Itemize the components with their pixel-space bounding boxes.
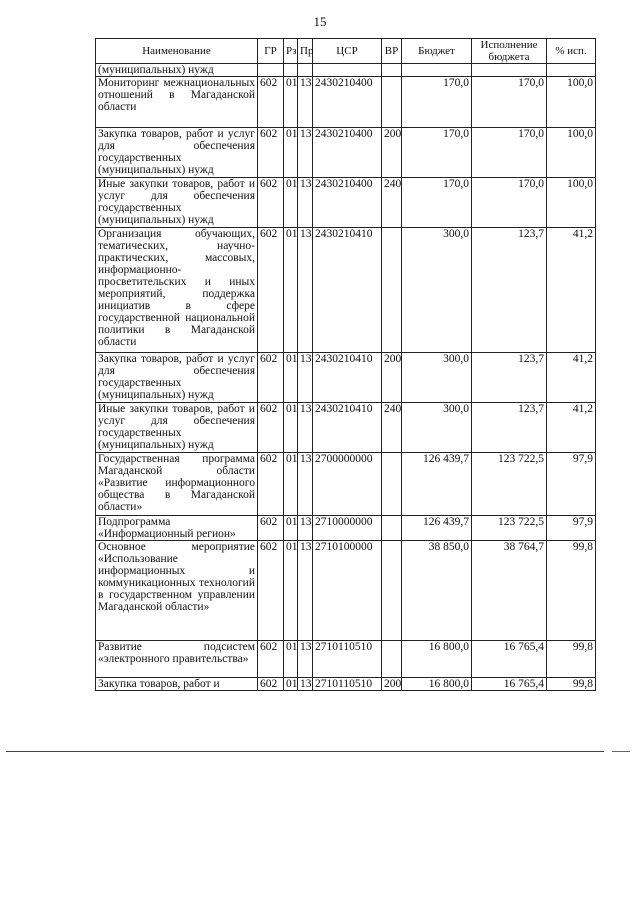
- cell-rz: 01: [284, 541, 298, 641]
- table-row: [96, 641, 596, 678]
- cell-csr: 2710110510: [313, 641, 382, 678]
- cell-vr: [382, 641, 402, 678]
- cell-budget: 170,0: [402, 77, 472, 128]
- cell-percent: 99,8: [547, 541, 596, 641]
- cell-percent: 99,8: [547, 641, 596, 678]
- cell-vr: 200: [382, 678, 402, 691]
- cell-name: Закупка товаров, работ и услуг для обеспечения государственных (муниципальных) нужд: [96, 128, 258, 178]
- cell-pr: 13: [298, 453, 313, 516]
- cell-pr: 13: [298, 178, 313, 228]
- cell-budget: 300,0: [402, 353, 472, 403]
- cell-rz: [284, 64, 298, 77]
- header-rz: Рз: [284, 39, 298, 64]
- cell-execution: 123,7: [472, 403, 547, 453]
- cell-gr: 602: [258, 178, 284, 228]
- header-gr: ГР: [258, 39, 284, 64]
- cell-name: Подпрограмма «Информационный регион»: [96, 516, 258, 541]
- cell-percent: [547, 64, 596, 77]
- cell-budget: 126 439,7: [402, 453, 472, 516]
- table-row: [96, 678, 596, 691]
- cell-percent: 41,2: [547, 228, 596, 353]
- cell-pr: 13: [298, 641, 313, 678]
- cell-execution: 123 722,5: [472, 453, 547, 516]
- budget-table: [95, 38, 596, 691]
- cell-budget: 16 800,0: [402, 641, 472, 678]
- cell-budget: 38 850,0: [402, 541, 472, 641]
- cell-percent: 100,0: [547, 128, 596, 178]
- cell-gr: 602: [258, 453, 284, 516]
- cell-budget: 300,0: [402, 228, 472, 353]
- cell-percent: 100,0: [547, 178, 596, 228]
- cell-name: Развитие подсистем «электронного правительства»: [96, 641, 258, 678]
- cell-pr: 13: [298, 77, 313, 128]
- cell-name: Закупка товаров, работ и: [96, 678, 258, 691]
- footer-divider-short: [612, 751, 630, 752]
- cell-csr: 2710000000: [313, 516, 382, 541]
- table-row: [96, 353, 596, 403]
- cell-name: Мониторинг межнациональных отношений в Магаданской области: [96, 77, 258, 128]
- cell-rz: 01: [284, 228, 298, 353]
- cell-csr: [313, 64, 382, 77]
- table-row: [96, 128, 596, 178]
- cell-execution: 38 764,7: [472, 541, 547, 641]
- cell-gr: 602: [258, 128, 284, 178]
- cell-gr: [258, 64, 284, 77]
- cell-vr: 240: [382, 178, 402, 228]
- cell-pr: 13: [298, 228, 313, 353]
- cell-pr: [298, 64, 313, 77]
- header-pr: Пр: [298, 39, 313, 64]
- cell-rz: 01: [284, 128, 298, 178]
- cell-rz: 01: [284, 453, 298, 516]
- cell-execution: 123 722,5: [472, 516, 547, 541]
- cell-execution: 16 765,4: [472, 678, 547, 691]
- cell-csr: 2430210410: [313, 403, 382, 453]
- cell-rz: 01: [284, 516, 298, 541]
- cell-vr: [382, 77, 402, 128]
- cell-vr: 200: [382, 128, 402, 178]
- cell-rz: 01: [284, 641, 298, 678]
- cell-name: Иные закупки товаров, работ и услуг для обеспечения государственных (муниципальных) нужд: [96, 178, 258, 228]
- cell-budget: 126 439,7: [402, 516, 472, 541]
- cell-pr: 13: [298, 516, 313, 541]
- cell-name: Основное мероприятие «Использование информационных и коммуникационных технологий в государственном управлении Магаданской области»: [96, 541, 258, 641]
- cell-percent: 100,0: [547, 77, 596, 128]
- table-row: [96, 178, 596, 228]
- table-row: [96, 77, 596, 128]
- cell-rz: 01: [284, 77, 298, 128]
- cell-budget: 170,0: [402, 128, 472, 178]
- cell-gr: 602: [258, 228, 284, 353]
- cell-execution: 123,7: [472, 353, 547, 403]
- cell-gr: 602: [258, 641, 284, 678]
- header-percent: % исп.: [547, 39, 596, 64]
- table-row: [96, 541, 596, 641]
- cell-rz: 01: [284, 353, 298, 403]
- cell-gr: 602: [258, 403, 284, 453]
- cell-csr: 2700000000: [313, 453, 382, 516]
- header-execution: Исполнение бюджета: [472, 39, 547, 64]
- page-number: 15: [313, 14, 327, 29]
- cell-execution: 16 765,4: [472, 641, 547, 678]
- table-row: [96, 403, 596, 453]
- cell-name: (муниципальных) нужд: [96, 64, 258, 77]
- cell-rz: 01: [284, 178, 298, 228]
- cell-rz: 01: [284, 403, 298, 453]
- cell-csr: 2430210410: [313, 228, 382, 353]
- cell-name: Государственная программа Магаданской области «Развитие информационного общества в Магаданской области»: [96, 453, 258, 516]
- cell-pr: 13: [298, 678, 313, 691]
- footer-divider: [6, 751, 604, 752]
- cell-percent: 41,2: [547, 403, 596, 453]
- cell-rz: 01: [284, 678, 298, 691]
- cell-vr: 200: [382, 353, 402, 403]
- cell-budget: 170,0: [402, 178, 472, 228]
- cell-name: Организация обучающих, тематических, научно-практических, массовых, информационно-просветительских и иных мероприятий, поддержка инициатив в сфере государственной национальной политики в Магаданской области: [96, 228, 258, 353]
- table-header-row: [96, 39, 596, 64]
- cell-vr: [382, 228, 402, 353]
- header-name: Наименование: [96, 39, 258, 64]
- cell-csr: 2710100000: [313, 541, 382, 641]
- cell-csr: 2430210400: [313, 128, 382, 178]
- cell-vr: [382, 64, 402, 77]
- table-row: [96, 64, 596, 77]
- cell-pr: 13: [298, 128, 313, 178]
- cell-gr: 602: [258, 77, 284, 128]
- cell-budget: [402, 64, 472, 77]
- cell-execution: [472, 64, 547, 77]
- table-row: [96, 453, 596, 516]
- cell-gr: 602: [258, 541, 284, 641]
- cell-pr: 13: [298, 403, 313, 453]
- cell-vr: [382, 453, 402, 516]
- cell-percent: 97,9: [547, 453, 596, 516]
- cell-percent: 99,8: [547, 678, 596, 691]
- cell-gr: 602: [258, 678, 284, 691]
- cell-execution: 170,0: [472, 77, 547, 128]
- cell-csr: 2430210410: [313, 353, 382, 403]
- header-budget: Бюджет: [402, 39, 472, 64]
- cell-name: Закупка товаров, работ и услуг для обеспечения государственных (муниципальных) нужд: [96, 353, 258, 403]
- cell-gr: 602: [258, 353, 284, 403]
- header-vr: ВР: [382, 39, 402, 64]
- table-row: [96, 228, 596, 353]
- cell-budget: 16 800,0: [402, 678, 472, 691]
- cell-gr: 602: [258, 516, 284, 541]
- cell-csr: 2710110510: [313, 678, 382, 691]
- cell-pr: 13: [298, 541, 313, 641]
- cell-vr: [382, 516, 402, 541]
- cell-budget: 300,0: [402, 403, 472, 453]
- cell-execution: 170,0: [472, 128, 547, 178]
- cell-percent: 41,2: [547, 353, 596, 403]
- cell-vr: [382, 541, 402, 641]
- cell-csr: 2430210400: [313, 77, 382, 128]
- cell-execution: 170,0: [472, 178, 547, 228]
- cell-percent: 97,9: [547, 516, 596, 541]
- cell-execution: 123,7: [472, 228, 547, 353]
- cell-name: Иные закупки товаров, работ и услуг для обеспечения государственных (муниципальных) нужд: [96, 403, 258, 453]
- header-csr: ЦСР: [313, 39, 382, 64]
- cell-pr: 13: [298, 353, 313, 403]
- cell-csr: 2430210400: [313, 178, 382, 228]
- cell-vr: 240: [382, 403, 402, 453]
- table-row: [96, 516, 596, 541]
